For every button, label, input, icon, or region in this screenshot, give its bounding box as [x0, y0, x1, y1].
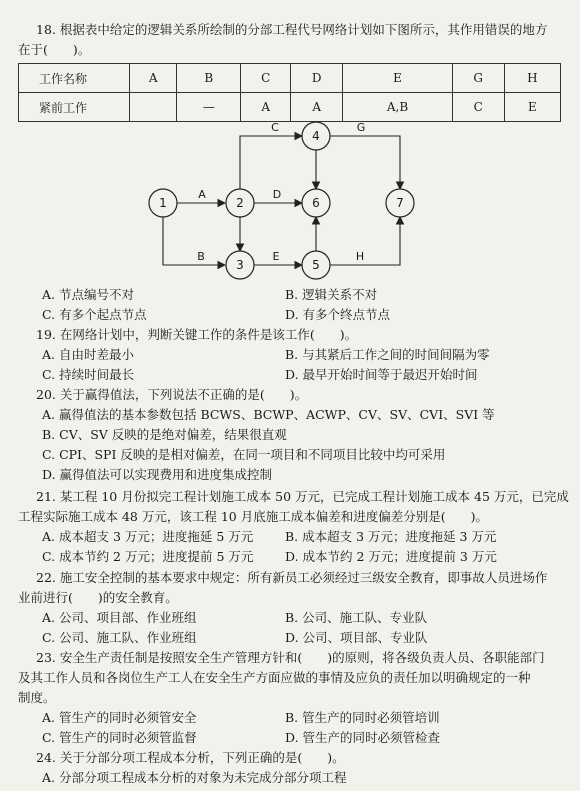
q20-option-b[interactable]: B. CV、SV 反映的是绝对偏差，结果很直观 [42, 427, 287, 442]
table-cell: — [177, 93, 241, 122]
table-cell: A [241, 93, 291, 122]
q19-option-b[interactable]: B. 与其紧后工作之间的时间间隔为零 [285, 347, 490, 362]
q20-stem: 20. 关于赢得值法，下列说法不正确的是( )。 [36, 387, 308, 402]
table-header-predecessor: 紧前工作 [19, 93, 130, 122]
arrow-c [240, 136, 302, 189]
network-diagram [0, 0, 580, 300]
table-cell: H [504, 64, 560, 93]
node-2-label: 2 [236, 196, 244, 210]
q18-option-d[interactable]: D. 有多个终点节点 [285, 307, 391, 322]
q21-stem-line2: 工程实际施工成本 48 万元，该工程 10 月底施工成本偏差和进度偏差分别是( )。 [18, 509, 488, 524]
table-cell: E [504, 93, 560, 122]
node-6-label: 6 [312, 196, 320, 210]
q21-stem-line1: 21. 某工程 10 月份拟完工程计划施工成本 50 万元，已完成工程计划施工成本 45 万元，已完成 [36, 489, 569, 504]
table-cell: E [343, 64, 452, 93]
arrow-label-d: D [272, 188, 282, 201]
table-cell: D [291, 64, 343, 93]
q23-option-a[interactable]: A. 管生产的同时必须管安全 [42, 710, 197, 725]
q20-option-d[interactable]: D. 赢得值法可以实现费用和进度集成控制 [42, 467, 273, 482]
q18-option-b[interactable]: B. 逻辑关系不对 [285, 287, 378, 302]
arrow-label-g: G [356, 121, 366, 134]
q18-stem-line2: 在于( )。 [18, 42, 91, 57]
q23-option-b[interactable]: B. 管生产的同时必须管培训 [285, 710, 440, 725]
arrow-g [330, 136, 400, 189]
q22-option-b[interactable]: B. 公司、施工队、专业队 [285, 610, 428, 625]
q23-stem-line2: 及其工作人员和各岗位生产工人在安全生产方面应做的事情及应负的责任加以明确规定的一种 [18, 670, 531, 685]
q21-option-d[interactable]: D. 成本节约 2 万元；进度提前 3 万元 [285, 549, 497, 564]
arrow-label-h: H [355, 250, 365, 263]
q23-option-c[interactable]: C. 管生产的同时必须管监督 [42, 730, 197, 745]
node-5-label: 5 [312, 258, 320, 272]
q18-option-a[interactable]: A. 节点编号不对 [42, 287, 134, 302]
q19-stem: 19. 在网络计划中，判断关键工作的条件是该工作( )。 [36, 327, 358, 342]
arrow-label-b: B [197, 250, 205, 263]
q18-option-c[interactable]: C. 有多个起点节点 [42, 307, 147, 322]
q22-stem-line2: 业前进行( )的安全教育。 [18, 590, 178, 605]
arrow-label-c: C [271, 121, 279, 134]
q18-stem-line1: 18. 根据表中给定的逻辑关系所绘制的分部工程代号网络计划如下图所示，其作用错误的地方 [36, 22, 548, 37]
q19-option-c[interactable]: C. 持续时间最长 [42, 367, 135, 382]
q23-option-d[interactable]: D. 管生产的同时必须管检查 [285, 730, 441, 745]
arrow-h [330, 217, 400, 265]
node-4-label: 4 [312, 129, 320, 143]
q19-option-a[interactable]: A. 自由时差最小 [42, 347, 134, 362]
q21-option-c[interactable]: C. 成本节约 2 万元；进度提前 5 万元 [42, 549, 254, 564]
q21-option-b[interactable]: B. 成本超支 3 万元；进度拖延 3 万元 [285, 529, 497, 544]
table-header-work-name: 工作名称 [19, 64, 130, 93]
q23-stem-line1: 23. 安全生产责任制是按照安全生产管理方针和( )的原则，将各级负责人员、各职能部门 [36, 650, 545, 665]
q23-stem-line3: 制度。 [18, 690, 56, 705]
arrow-label-e: E [272, 250, 280, 263]
table-cell: G [452, 64, 504, 93]
q24-stem: 24. 关于分部分项工程成本分析，下列正确的是( )。 [36, 750, 345, 765]
node-1-label: 1 [159, 196, 167, 210]
q20-option-c[interactable]: C. CPI、SPI 反映的是相对偏差，在同一项目和不同项目比较中均可采用 [42, 447, 446, 462]
table-cell: A [291, 93, 343, 122]
q19-option-d[interactable]: D. 最早开始时间等于最迟开始时间 [285, 367, 478, 382]
q24-option-a[interactable]: A. 分部分项工程成本分析的对象为未完成分部分项工程 [42, 770, 347, 785]
arrow-label-a: A [198, 188, 206, 201]
q22-option-d[interactable]: D. 公司、项目部、专业队 [285, 630, 428, 645]
q22-stem-line1: 22. 施工安全控制的基本要求中规定：所有新员工必须经过三级安全教育，即事故人员进场作 [36, 570, 548, 585]
table-cell: C [241, 64, 291, 93]
node-7-label: 7 [396, 196, 404, 210]
q21-option-a[interactable]: A. 成本超支 3 万元；进度拖延 5 万元 [42, 529, 254, 544]
q20-option-a[interactable]: A. 赢得值法的基本参数包括 BCWS、BCWP、ACWP、CV、SV、CVI、SVI 等 [42, 407, 495, 422]
table-cell: A,B [343, 93, 452, 122]
q22-option-c[interactable]: C. 公司、施工队、作业班组 [42, 630, 197, 645]
arrow-b [163, 217, 225, 265]
table-cell: A [130, 64, 177, 93]
table-cell: B [177, 64, 241, 93]
node-3-label: 3 [236, 258, 244, 272]
table-cell: C [452, 93, 504, 122]
q22-option-a[interactable]: A. 公司、项目部、作业班组 [42, 610, 197, 625]
